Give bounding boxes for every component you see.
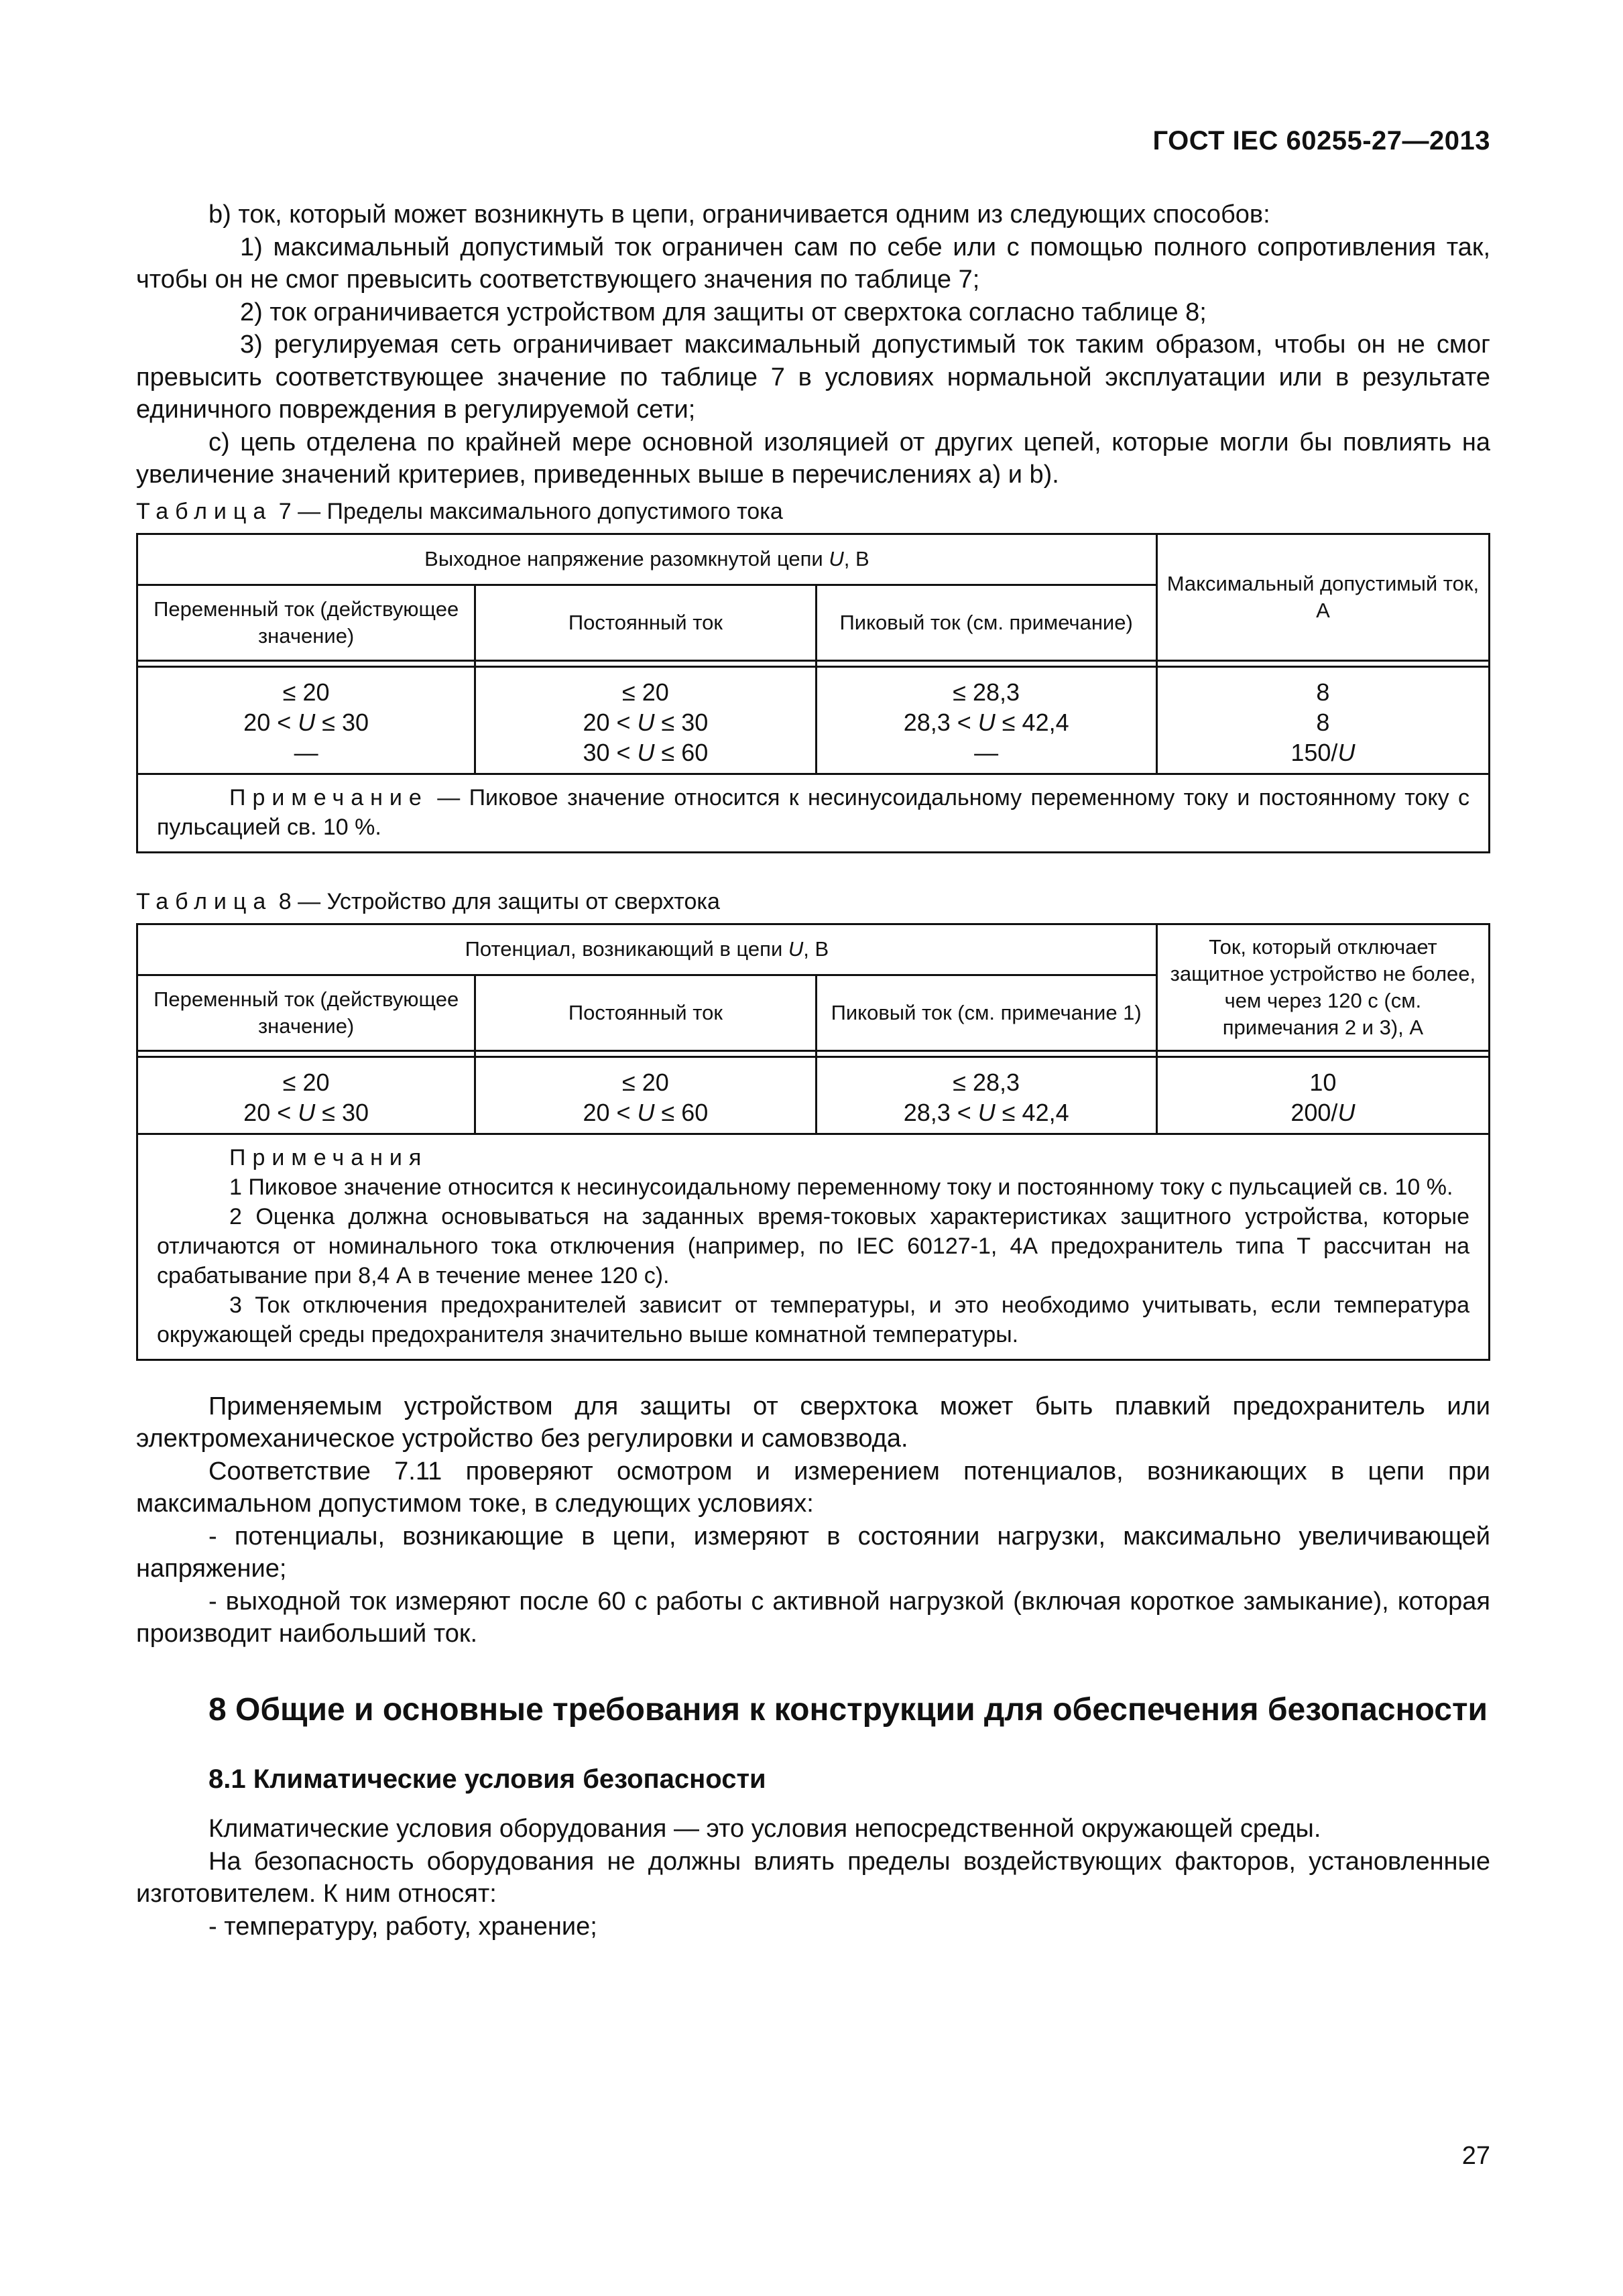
- table8-note-1: 1 Пиковое значение относится к несинусоидальному переменному току и постоянному току с пульсацией св. 10 %.: [229, 1174, 1453, 1200]
- table-cell: —: [974, 738, 999, 766]
- table-cell: ≤ 20: [282, 678, 330, 706]
- table-cell: 28,3 < U ≤ 42,4: [903, 708, 1069, 736]
- paragraph-b: b) ток, который может возникнуть в цепи, ограничивается одним из следующих способов:: [208, 200, 1270, 229]
- paragraph-b2: 2) ток ограничивается устройством для защиты от сверхтока согласно таблице 8;: [240, 298, 1207, 326]
- table-cell: ≤ 28,3: [953, 1068, 1020, 1096]
- table7-group-header: Выходное напряжение разомкнутой цепи U, В: [137, 534, 1157, 585]
- list-item-output-current: - выходной ток измеряют после 60 с работы с активной нагрузкой (включая короткое замыкание), которая производит наибольший ток.: [136, 1587, 1490, 1648]
- table-cell: ≤ 28,3: [953, 678, 1020, 706]
- table7-caption-text: 7 — Пределы максимального допустимого тока: [272, 498, 783, 524]
- table7-cell-ac: [137, 666, 475, 774]
- table-cell: 30 < U ≤ 60: [583, 738, 709, 766]
- table7-caption-word: Таблица: [136, 498, 273, 524]
- table7-note: [137, 774, 1490, 852]
- table8-caption: [136, 887, 1490, 916]
- table7-caption: [136, 497, 1490, 526]
- table7-cell-dc: [475, 666, 816, 774]
- table8-caption-word: Таблица: [136, 888, 273, 914]
- table7-note-text: — Пиковое значение относится к несинусоидальному переменному току и постоянному току с пульсацией св. 10 %.: [157, 784, 1469, 840]
- table8-note-2: 2 Оценка должна основываться на заданных время-токовых характеристиках защитного устройства, которые отличаются от номинального тока отключения (например, по IEC 60127-1, 4А предохранитель типа Т рассчитан на срабатывание при 8,4 А в течение менее 120 с).: [157, 1203, 1469, 1288]
- table-cell: 8: [1316, 708, 1330, 736]
- paragraph-b1: 1) максимальный допустимый ток ограничен сам по себе или с помощью полного сопротивления так, чтобы он не смог превысить соответствующего значения по таблице 7;: [136, 233, 1490, 294]
- list-item-temperature: - температуру, работу, хранение;: [208, 1912, 597, 1941]
- section-heading: 8 Общие и основные требования к конструкции для обеспечения безопасности: [208, 1691, 1488, 1728]
- table7-col-ac: Переменный ток (действующее значение): [137, 585, 475, 660]
- table8-notes: [137, 1134, 1490, 1360]
- paragraph-b3: 3) регулируемая сеть ограничивает максимальный допустимый ток таким образом, чтобы он не смог превысить соответствующее значение по таблице 7 в условиях нормальной эксплуатации или в результате единичного повреждения в регулируемой сети;: [136, 330, 1490, 424]
- table8-cell-ac: [137, 1056, 475, 1134]
- table-8: [136, 923, 1490, 1361]
- paragraph-safety-factors: На безопасность оборудования не должны влиять пределы воздействующих факторов, установленные изготовителем. К ним относят:: [136, 1847, 1490, 1908]
- paragraph-c: c) цепь отделена по крайней мере основной изоляцией от других цепей, которые могли бы повлиять на увеличение значений критериев, приведенных выше в перечислениях a) и b).: [136, 428, 1490, 489]
- document-header: ГОСТ IEC 60255-27—2013: [1152, 126, 1490, 156]
- table8-cell-max: [1156, 1056, 1489, 1134]
- table-7: [136, 533, 1490, 853]
- table-cell: 10: [1309, 1068, 1337, 1096]
- table7-cell-peak: [816, 666, 1156, 774]
- paragraph-fuse: Применяемым устройством для защиты от сверхтока может быть плавкий предохранитель или электромеханическое устройство без регулировки и самовзвода.: [136, 1392, 1490, 1453]
- table8-cell-peak: [816, 1056, 1156, 1134]
- page-body: [136, 198, 1490, 1943]
- paragraph-climatic: Климатические условия оборудования — это условия непосредственной окружающей среды.: [208, 1815, 1321, 1843]
- page-number: 27: [1461, 2142, 1490, 2170]
- table-cell: ≤ 20: [282, 1068, 330, 1096]
- table7-cell-max: [1156, 666, 1489, 774]
- subsection-heading: 8.1 Климатические условия безопасности: [208, 1764, 766, 1794]
- table8-notes-label: Примечания: [229, 1144, 428, 1170]
- table7-col-peak: Пиковый ток (см. примечание): [816, 585, 1156, 660]
- table-cell: ≤ 20: [621, 1068, 669, 1096]
- table8-group-header: Потенциал, возникающий в цепи U, В: [137, 924, 1157, 975]
- table8-cell-dc: [475, 1056, 816, 1134]
- table7-col-max: Максимальный допустимый ток, А: [1156, 534, 1489, 660]
- table-cell: 20 < U ≤ 30: [243, 708, 369, 736]
- table8-caption-text: 8 — Устройство для защиты от сверхтока: [272, 888, 720, 914]
- table8-col-dc: Постоянный ток: [475, 975, 816, 1050]
- table-cell: 20 < U ≤ 30: [243, 1098, 369, 1126]
- table-cell: —: [294, 738, 318, 766]
- paragraph-conformity: Соответствие 7.11 проверяют осмотром и измерением потенциалов, возникающих в цепи при максимальном допустимом токе, в следующих условиях:: [136, 1457, 1490, 1518]
- table-cell: 150/U: [1290, 738, 1356, 766]
- table-cell: 200/U: [1290, 1098, 1356, 1126]
- table-cell: 28,3 < U ≤ 42,4: [903, 1098, 1069, 1126]
- table-cell: 8: [1316, 678, 1330, 706]
- table8-col-peak: Пиковый ток (см. примечание 1): [816, 975, 1156, 1050]
- table-cell: 20 < U ≤ 30: [583, 708, 709, 736]
- table-cell: ≤ 20: [621, 678, 669, 706]
- table7-col-dc: Постоянный ток: [475, 585, 816, 660]
- list-item-potentials: - потенциалы, возникающие в цепи, измеряют в состоянии нагрузки, максимально увеличивающей напряжение;: [136, 1522, 1490, 1583]
- table-cell: 20 < U ≤ 60: [583, 1098, 709, 1126]
- table8-note-3: 3 Ток отключения предохранителей зависит от температуры, и это необходимо учитывать, если температура окружающей среды предохранителя значительно выше комнатной температуры.: [157, 1292, 1469, 1347]
- table7-note-label: Примечание: [229, 784, 428, 810]
- table8-col-ac: Переменный ток (действующее значение): [137, 975, 475, 1050]
- table8-col-max: Ток, который отключает защитное устройство не более, чем через 120 с (см. примечания 2 и 3), А: [1156, 924, 1489, 1050]
